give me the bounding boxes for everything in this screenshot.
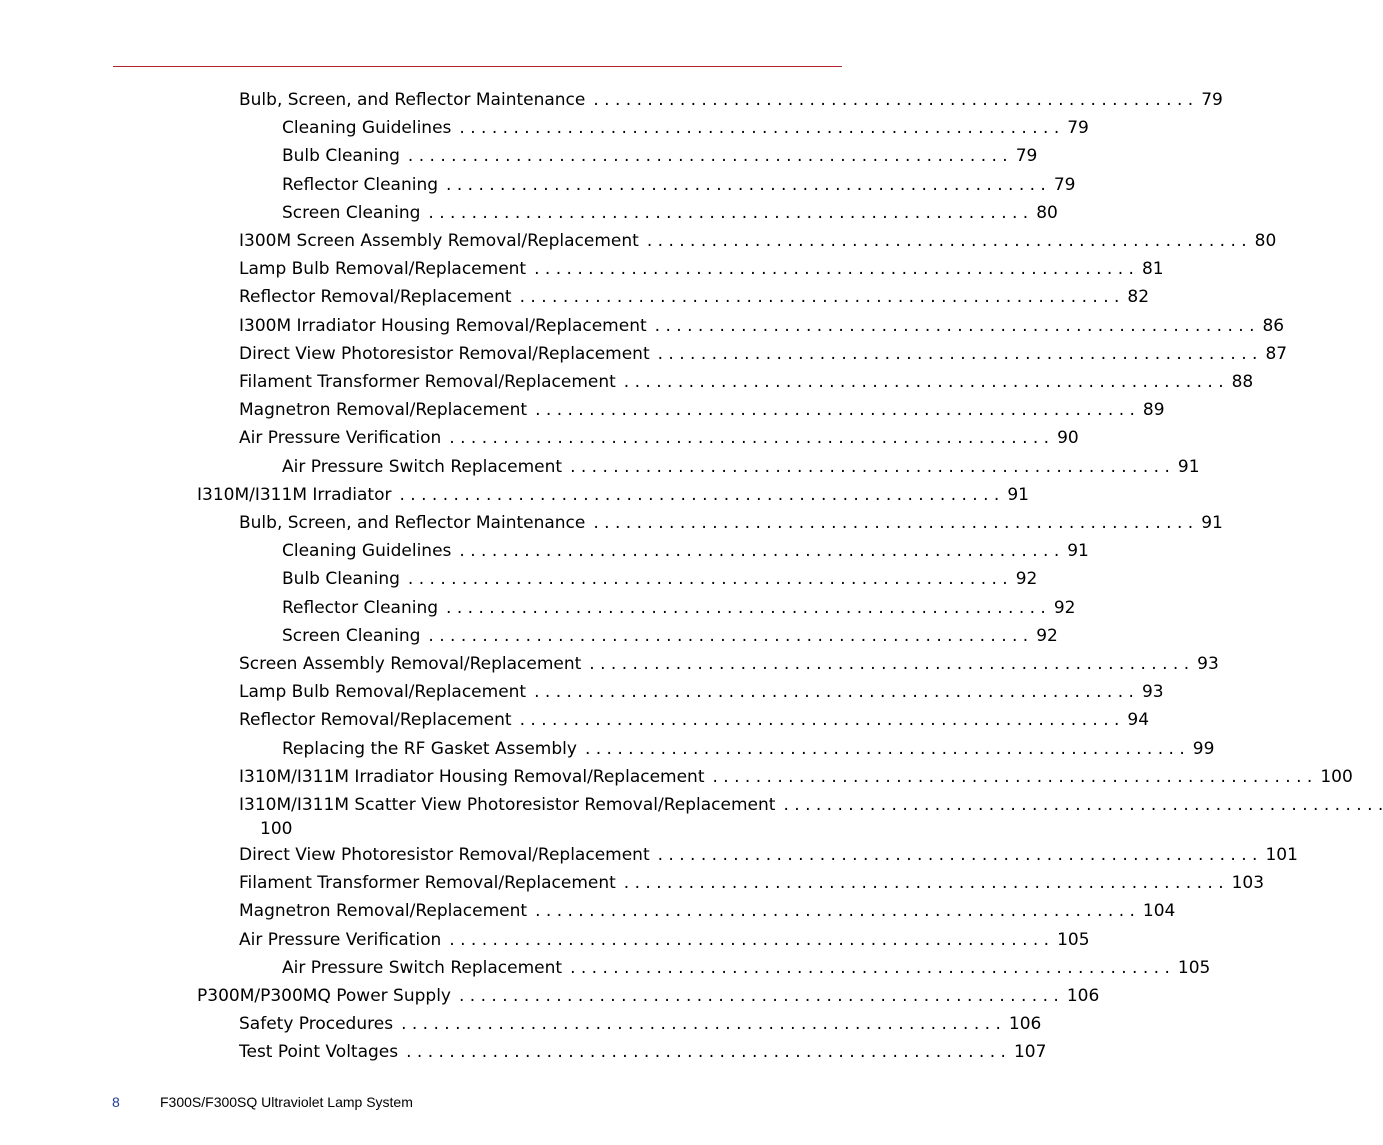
toc-entry-title: P300M/P300MQ Power Supply bbox=[197, 986, 451, 1006]
toc-entry[interactable] bbox=[282, 594, 1076, 622]
toc-entry-title: Magnetron Removal/Replacement bbox=[239, 400, 528, 420]
toc-entry-page: 103 bbox=[1231, 873, 1265, 893]
toc-entry-title: Air Pressure Verification bbox=[239, 428, 442, 448]
toc-dot-leader: . . . . . . . . . . . . . . . . . . . . . . . . . . . . . . . . . . . . . . . . . . . . . . . . . . . . . . . . bbox=[446, 175, 1046, 195]
toc-entry-page: 80 bbox=[1036, 203, 1058, 223]
toc-entry-title: Filament Transformer Removal/Replacement bbox=[239, 873, 616, 893]
toc-entry[interactable] bbox=[239, 1038, 1047, 1066]
toc-entry-page: 79 bbox=[1067, 118, 1089, 138]
toc-entry[interactable] bbox=[282, 114, 1089, 142]
toc-entry-title: Lamp Bulb Removal/Replacement bbox=[239, 259, 527, 279]
toc-entry[interactable] bbox=[239, 791, 1383, 841]
toc-entry-page: 99 bbox=[1192, 739, 1215, 759]
toc-entry-title: Reflector Removal/Replacement bbox=[239, 710, 512, 730]
toc-entry-title: I310M/I311M Irradiator bbox=[197, 485, 392, 505]
toc-entry-page: 100 bbox=[1320, 767, 1353, 787]
toc-entry-title: Reflector Cleaning bbox=[282, 175, 439, 195]
toc-entry-page: 105 bbox=[1177, 958, 1211, 978]
toc-entry-page: 88 bbox=[1231, 372, 1254, 392]
toc-entry[interactable] bbox=[239, 869, 1265, 897]
toc-dot-leader: . . . . . . . . . . . . . . . . . . . . . . . . . . . . . . . . . . . . . . . . . . . . . . . . . . . . . . . . bbox=[593, 513, 1194, 533]
toc-dot-leader: . . . . . . . . . . . . . . . . . . . . . . . . . . . . . . . . . . . . . . . . . . . . . . . . . . . . . . . . bbox=[519, 710, 1120, 730]
toc-entry-title: Screen Assembly Removal/Replacement bbox=[239, 654, 582, 674]
toc-dot-leader: . . . . . . . . . . . . . . . . . . . . . . . . . . . . . . . . . . . . . . . . . . . . . . . . . . . . . . . . bbox=[459, 541, 1060, 561]
toc-dot-leader: . . . . . . . . . . . . . . . . . . . . . . . . . . . . . . . . . . . . . . . . . . . . . . . . . . . . . . . . bbox=[623, 873, 1224, 893]
toc-entry-title: Safety Procedures bbox=[239, 1014, 394, 1034]
toc-entry-page: 106 bbox=[1066, 986, 1100, 1006]
toc-entry[interactable] bbox=[239, 424, 1079, 452]
toc-entry[interactable] bbox=[239, 86, 1223, 114]
toc-entry-title: Cleaning Guidelines bbox=[282, 541, 452, 561]
toc-entry[interactable] bbox=[282, 954, 1211, 982]
toc-entry-title: Replacing the RF Gasket Assembly bbox=[282, 739, 577, 759]
toc-entry-page: 92 bbox=[1053, 598, 1076, 618]
toc-entry-title: Cleaning Guidelines bbox=[282, 118, 452, 138]
toc-dot-leader: . . . . . . . . . . . . . . . . . . . . . . . . . . . . . . . . . . . . . . . . . . . . . . . . . . . . . . . . bbox=[458, 986, 1059, 1006]
toc-entry-title: Air Pressure Switch Replacement bbox=[282, 958, 563, 978]
header-rule bbox=[113, 66, 842, 67]
toc-entry-title: Lamp Bulb Removal/Replacement bbox=[239, 682, 527, 702]
toc-dot-leader: . . . . . . . . . . . . . . . . . . . . . . . . . . . . . . . . . . . . . . . . . . . . . . . . . . . . . . . . bbox=[570, 457, 1170, 477]
toc-entry-title: I310M/I311M Irradiator Housing Removal/Replacement bbox=[239, 767, 705, 787]
toc-dot-leader: . . . . . . . . . . . . . . . . . . . . . . . . . . . . . . . . . . . . . . . . . . . . . . . . . . . . . . . . bbox=[535, 400, 1135, 420]
toc-entry[interactable] bbox=[239, 926, 1090, 954]
toc-entry[interactable] bbox=[239, 509, 1223, 537]
toc-dot-leader: . . . . . . . . . . . . . . . . . . . . . . . . . . . . . . . . . . . . . . . . . . . . . . . . . . . . . . . . bbox=[459, 118, 1060, 138]
toc-dot-leader: . . . . . . . . . . . . . . . . . . . . . . . . . . . . . . . . . . . . . . . . . . . . . . . . . . . . . . . . bbox=[646, 231, 1247, 251]
toc-entry-page: 89 bbox=[1142, 400, 1165, 420]
toc-entry[interactable] bbox=[239, 1010, 1042, 1038]
toc-entry-page: 100 bbox=[260, 819, 293, 839]
toc-entry-title: I300M Irradiator Housing Removal/Replacement bbox=[239, 316, 647, 336]
toc-entry[interactable] bbox=[282, 171, 1076, 199]
toc-dot-leader: . . . . . . . . . . . . . . . . . . . . . . . . . . . . . . . . . . . . . . . . . . . . . . . . . . . . . . . . bbox=[519, 287, 1120, 307]
toc-dot-leader: . . . . . . . . . . . . . . . . . . . . . . . . . . . . . . . . . . . . . . . . . . . . . . . . . . . . . . . . bbox=[407, 146, 1008, 166]
toc-entry-page: 90 bbox=[1057, 428, 1079, 448]
toc-entry[interactable] bbox=[239, 897, 1176, 925]
toc-dot-leader: . . . . . . . . . . . . . . . . . . . . . . . . . . . . . . . . . . . . . . . . . . . . . . . . . . . . . . . . bbox=[428, 203, 1029, 223]
toc-entry-page: 93 bbox=[1197, 654, 1219, 674]
toc-dot-leader: . . . . . . . . . . . . . . . . . . . . . . . . . . . . . . . . . . . . . . . . . . . . . . . . . . . . . . . . bbox=[401, 1014, 1001, 1034]
toc-dot-leader: . . . . . . . . . . . . . . . . . . . . . . . . . . . . . . . . . . . . . . . . . . . . . . . . . . . . . . . . bbox=[570, 958, 1170, 978]
toc-dot-leader: . . . . . . . . . . . . . . . . . . . . . . . . . . . . . . . . . . . . . . . . . . . . . . . . . . . . . . . . bbox=[623, 372, 1224, 392]
toc-entry[interactable] bbox=[282, 565, 1038, 593]
toc-entry-title: Reflector Removal/Replacement bbox=[239, 287, 512, 307]
toc-entry-page: 107 bbox=[1013, 1042, 1047, 1062]
toc-entry-title: Direct View Photoresistor Removal/Replacement bbox=[239, 845, 650, 865]
toc-entry[interactable] bbox=[239, 396, 1165, 424]
toc-entry-page: 101 bbox=[1265, 845, 1298, 865]
toc-entry[interactable] bbox=[282, 453, 1200, 481]
toc-entry-page: 104 bbox=[1142, 901, 1176, 921]
toc-entry[interactable] bbox=[239, 255, 1164, 283]
toc-entry-page: 94 bbox=[1127, 710, 1150, 730]
toc-dot-leader: . . . . . . . . . . . . . . . . . . . . . . . . . . . . . . . . . . . . . . . . . . . . . . . . . . . . . . . . bbox=[654, 316, 1255, 336]
footer-document-title: F300S/F300SQ Ultraviolet Lamp System bbox=[160, 1094, 413, 1110]
toc-entry-title: I310M/I311M Scatter View Photoresistor Removal/Replacement bbox=[239, 795, 776, 815]
toc-entry[interactable] bbox=[197, 481, 1029, 509]
toc-entry-page: 91 bbox=[1201, 513, 1223, 533]
toc-dot-leader: . . . . . . . . . . . . . . . . . . . . . . . . . . . . . . . . . . . . . . . . . . . . . . . . . . . . . . . . bbox=[535, 901, 1135, 921]
toc-entry-title: Air Pressure Switch Replacement bbox=[282, 457, 563, 477]
toc-entry-page: 79 bbox=[1015, 146, 1038, 166]
toc-entry-title: Magnetron Removal/Replacement bbox=[239, 901, 528, 921]
toc-entry[interactable] bbox=[239, 763, 1353, 791]
toc-entry-title: Air Pressure Verification bbox=[239, 930, 442, 950]
toc-dot-leader: . . . . . . . . . . . . . . . . . . . . . . . . . . . . . . . . . . . . . . . . . . . . . . . . . . . . . . . . bbox=[428, 626, 1029, 646]
toc-entry[interactable] bbox=[239, 706, 1150, 734]
toc-entry-page: 91 bbox=[1067, 541, 1089, 561]
toc-entry[interactable] bbox=[197, 982, 1100, 1010]
toc-entry-page: 86 bbox=[1262, 316, 1285, 336]
toc-entry-title: Screen Cleaning bbox=[282, 203, 421, 223]
toc-entry-title: Test Point Voltages bbox=[239, 1042, 399, 1062]
toc-dot-leader: . . . . . . . . . . . . . . . . . . . . . . . . . . . . . . . . . . . . . . . . . . . . . . . . . . . . . . . . bbox=[657, 845, 1258, 865]
toc-entry-title: Direct View Photoresistor Removal/Replacement bbox=[239, 344, 650, 364]
toc-entry-page: 81 bbox=[1141, 259, 1164, 279]
toc-dot-leader: . . . . . . . . . . . . . . . . . . . . . . . . . . . . . . . . . . . . . . . . . . . . . . . . . . . . . . . . bbox=[712, 767, 1313, 787]
toc-entry-title: Bulb Cleaning bbox=[282, 569, 400, 589]
toc-entry-page: 105 bbox=[1057, 930, 1090, 950]
toc-dot-leader: . . . . . . . . . . . . . . . . . . . . . . . . . . . . . . . . . . . . . . . . . . . . . . . . . . . . . . . . bbox=[449, 428, 1050, 448]
toc-dot-leader: . . . . . . . . . . . . . . . . . . . . . . . . . . . . . . . . . . . . . . . . . . . . . . . . . . . . . . . . bbox=[657, 344, 1258, 364]
toc-entry-page: 87 bbox=[1265, 344, 1288, 364]
toc-entry[interactable] bbox=[282, 142, 1038, 170]
toc-entry-page: 82 bbox=[1127, 287, 1150, 307]
toc-entry-page: 92 bbox=[1036, 626, 1058, 646]
toc-entry-title: Filament Transformer Removal/Replacement bbox=[239, 372, 616, 392]
toc-entry-title: Screen Cleaning bbox=[282, 626, 421, 646]
toc-entry[interactable] bbox=[239, 227, 1277, 255]
toc-entry-page: 106 bbox=[1008, 1014, 1042, 1034]
toc-entry-title: Bulb, Screen, and Reflector Maintenance bbox=[239, 90, 586, 110]
toc-entry[interactable] bbox=[282, 622, 1058, 650]
toc-dot-leader: . . . . . . . . . . . . . . . . . . . . . . . . . . . . . . . . . . . . . . . . . . . . . . . . . . . . . . . . bbox=[589, 654, 1190, 674]
toc-entry-title: Bulb Cleaning bbox=[282, 146, 400, 166]
toc-entry[interactable] bbox=[239, 678, 1164, 706]
toc-dot-leader: . . . . . . . . . . . . . . . . . . . . . . . . . . . . . . . . . . . . . . . . . . . . . . . . . . . . . . . . bbox=[406, 1042, 1006, 1062]
toc-entry[interactable] bbox=[239, 368, 1254, 396]
toc-entry-page: 92 bbox=[1015, 569, 1038, 589]
toc-entry-title: Reflector Cleaning bbox=[282, 598, 439, 618]
toc-dot-leader: . . . . . . . . . . . . . . . . . . . . . . . . . . . . . . . . . . . . . . . . . . . . . . . . . . . . . . . . bbox=[534, 682, 1134, 702]
toc-entry-page: 79 bbox=[1201, 90, 1223, 110]
toc-dot-leader: . . . . . . . . . . . . . . . . . . . . . . . . . . . . . . . . . . . . . . . . . . . . . . . . . . . . . . . . bbox=[449, 930, 1050, 950]
toc-entry[interactable] bbox=[282, 735, 1215, 763]
toc-entry[interactable] bbox=[239, 283, 1150, 311]
toc-dot-leader: . . . . . . . . . . . . . . . . . . . . . . . . . . . . . . . . . . . . . . . . . . . . . . . . . . . . . . . . bbox=[584, 739, 1185, 759]
toc-entry-page: 79 bbox=[1053, 175, 1076, 195]
toc-entry-page: 93 bbox=[1141, 682, 1164, 702]
toc-entry[interactable] bbox=[239, 841, 1298, 869]
toc-entry[interactable] bbox=[239, 650, 1219, 678]
toc-entry[interactable] bbox=[239, 312, 1285, 340]
toc-dot-leader: . . . . . . . . . . . . . . . . . . . . . . . . . . . . . . . . . . . . . . . . . . . . . . . . . . . . . . . . bbox=[399, 485, 1000, 505]
toc-entry-title: I300M Screen Assembly Removal/Replacement bbox=[239, 231, 639, 251]
toc-entry-page: 91 bbox=[1177, 457, 1200, 477]
toc-entry-title: Bulb, Screen, and Reflector Maintenance bbox=[239, 513, 586, 533]
toc-dot-leader: . . . . . . . . . . . . . . . . . . . . . . . . . . . . . . . . . . . . . . . . . . . . . . . . . . . . . . . . bbox=[534, 259, 1134, 279]
toc-entry[interactable] bbox=[239, 340, 1288, 368]
toc-entry-page: 91 bbox=[1007, 485, 1029, 505]
footer-page-number: 8 bbox=[112, 1094, 120, 1110]
toc-entry[interactable] bbox=[282, 199, 1058, 227]
toc-dot-leader: . . . . . . . . . . . . . . . . . . . . . . . . . . . . . . . . . . . . . . . . . . . . . . . . . . . . . . . . bbox=[783, 795, 1383, 815]
toc-entry-page: 80 bbox=[1254, 231, 1277, 251]
toc-dot-leader: . . . . . . . . . . . . . . . . . . . . . . . . . . . . . . . . . . . . . . . . . . . . . . . . . . . . . . . . bbox=[593, 90, 1194, 110]
toc-dot-leader: . . . . . . . . . . . . . . . . . . . . . . . . . . . . . . . . . . . . . . . . . . . . . . . . . . . . . . . . bbox=[407, 569, 1008, 589]
toc-dot-leader: . . . . . . . . . . . . . . . . . . . . . . . . . . . . . . . . . . . . . . . . . . . . . . . . . . . . . . . . bbox=[446, 598, 1046, 618]
toc-entry[interactable] bbox=[282, 537, 1089, 565]
